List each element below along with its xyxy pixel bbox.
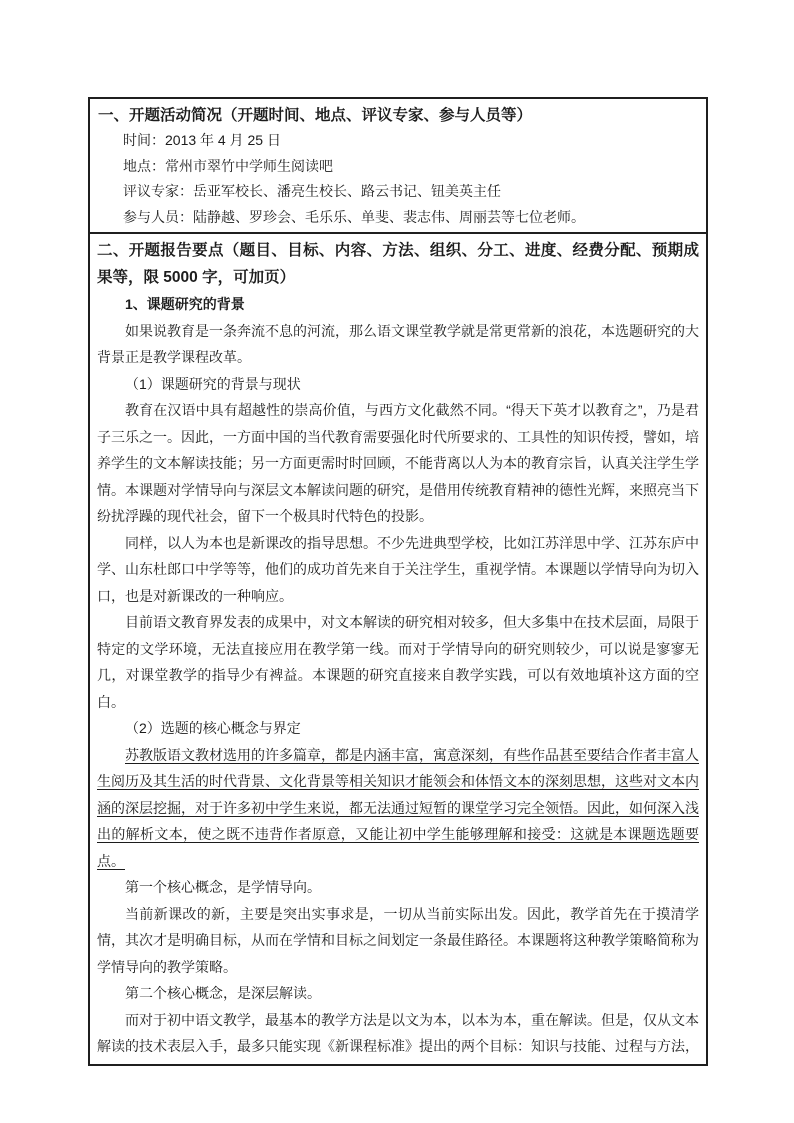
- heading-research-background: 1、课题研究的背景: [125, 296, 245, 312]
- para-current-research-gap: 目前语文教育界发表的成果中，对文本解读的研究相对较多，但大多集中在技术层面，局限于特定的文学环境，无法直接应用在教学第一线。而对于学情导向的研究则较少，可以说是寥寥无几，对课堂教学的指导少有裨益。本课题的研究直接来自教学实践，可以有效地填补这方面的空白。: [97, 614, 699, 710]
- para-first-concept: 第一个核心概念，是学情导向。: [125, 879, 321, 895]
- para-core-definition-underlined: 苏教版语文教材选用的许多篇章，都是内涵丰富，寓意深刻，有些作品甚至要结合作者丰富人生阅历及其生活的时代背景、文化背景等相关知识才能领会和体悟文本的深刻思想，这些对文本内涵的深层挖掘，对于许多初中学生来说，都无法通过短暂的课堂学习完全领悟。因此，如何深入浅出的解析文本，使之既不违背作者原意，又能让初中学生能够理解和接受：这就是本课题选题要点。: [97, 746, 699, 869]
- section1-title: 一、开题活动简况（开题时间、地点、评议专家、参与人员等）: [98, 107, 533, 124]
- para-second-concept: 第二个核心概念，是深层解读。: [125, 985, 321, 1001]
- section2-title: 二、开题报告要点（题目、目标、内容、方法、组织、分工、进度、经费分配、预期成果等，限 5000 字，可加页）: [97, 242, 699, 286]
- para-deep-reading: 而对于初中语文教学，最基本的教学方法是以文为本，以本为本，重在解读。但是，仅从文本解读的技术表层入手，最多只能实现《新课程标准》提出的两个目标：知识与技能、过程与方法，: [97, 1011, 699, 1054]
- para-new-curriculum-schools: 同样，以人为本也是新课改的指导思想。不少先进典型学校，比如江苏洋思中学、江苏东庐中学、山东杜郎口中学等等，他们的成功首先来自于关注学生，重视学情。本课题以学情导向为切入口，也是对新课改的一种响应。: [97, 534, 699, 604]
- participants-line: 参与人员：陆静越、罗珍会、毛乐乐、单斐、裴志伟、周丽芸等七位老师。: [123, 208, 585, 225]
- section-report-points: [90, 234, 706, 1064]
- para-education-value: 教育在汉语中具有超越性的崇高价值，与西方文化截然不同。“得天下英才以教育之”，乃是君子三乐之一。因此，一方面中国的当代教育需要强化时代所要求的、工具性的知识传授，譬如，培养学生的文本解读技能；另一方面更需时时回顾，不能背离以人为本的教育宗旨，认真关注学生学情。本课题对学情导向与深层文本解读问题的研究，是借用传统教育精神的德性光辉，来照亮当下纷扰浮躁的现代社会，留下一个极具时代特色的投影。: [97, 402, 699, 524]
- meeting-location-line: 地点：常州市翠竹中学师生阅读吧: [123, 157, 333, 174]
- para-river-metaphor: 如果说教育是一条奔流不息的河流，那么语文课堂教学就是常更常新的浪花，本选题研究的大背景正是教学课程改革。: [97, 322, 699, 365]
- meeting-time-line: 时间：2013 年 4 月 25 日: [123, 132, 281, 148]
- heading-core-concepts: （2）选题的核心概念与界定: [125, 720, 301, 736]
- para-xueqing-orientation: 当前新课改的新，主要是突出实事求是，一切从当前实际出发。因此，教学首先在于摸清学情，其次才是明确目标，从而在学情和目标之间划定一条最佳路径。本课题将这种教学策略简称为学情导向的教学策略。: [97, 905, 699, 975]
- section-opening-activity: [90, 99, 706, 234]
- report-table: [88, 97, 708, 1066]
- review-experts-line: 评议专家：岳亚军校长、潘亮生校长、路云书记、钮美英主任: [123, 183, 501, 199]
- heading-background-status: （1）课题研究的背景与现状: [125, 375, 301, 392]
